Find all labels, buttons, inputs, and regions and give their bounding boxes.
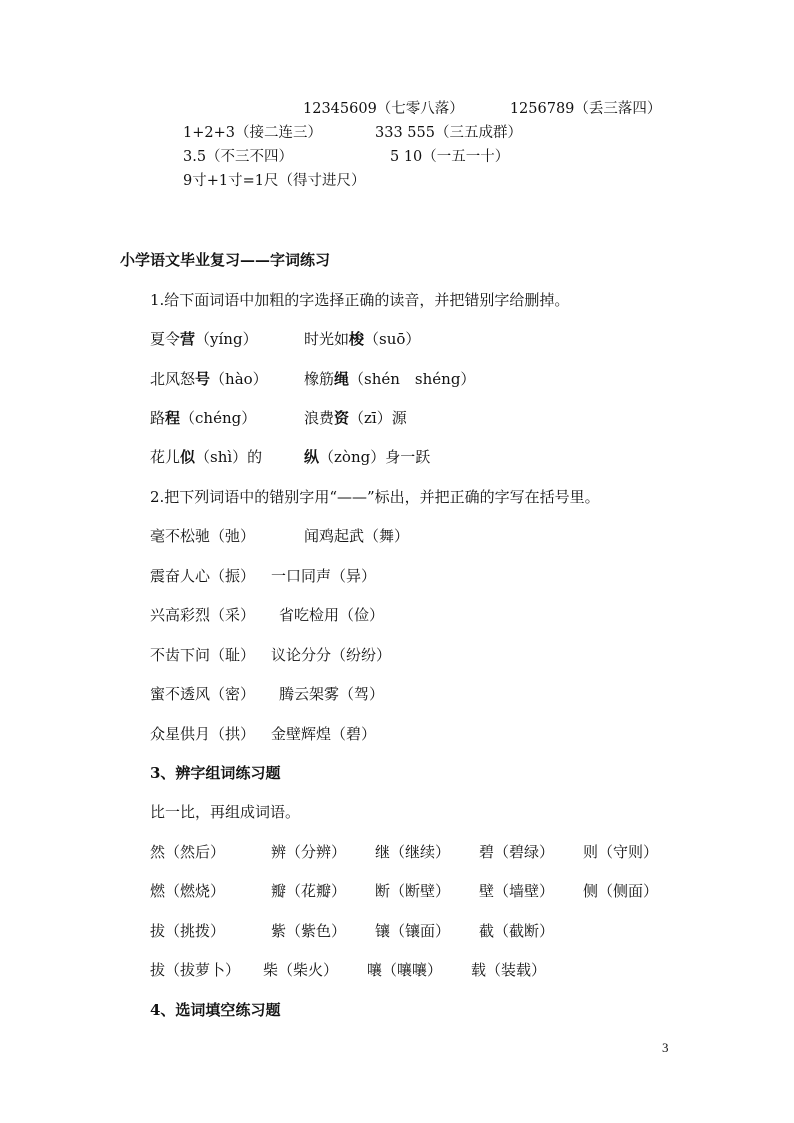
page-number: 3 xyxy=(662,1040,669,1055)
q3-word: 壁（墙壁） xyxy=(479,882,555,900)
q1-item: 浪费资（zī）源 xyxy=(304,409,407,427)
q3-word: 截（截断） xyxy=(479,922,555,940)
bold-char: 资 xyxy=(334,409,350,427)
q3-word: 拔（拔萝卜） xyxy=(150,961,241,979)
q1-instruction: 1.给下面词语中加粗的字选择正确的读音，并把错别字给删掉。 xyxy=(150,291,570,309)
q2-item: 闻鸡起武（舞） xyxy=(304,527,410,545)
q1-item: 橡筋绳（shén shéng） xyxy=(304,370,476,388)
riddle-item: 1256789（丢三落四） xyxy=(509,101,662,117)
q3-word: 侧（侧面） xyxy=(583,882,659,900)
q3-word: 柴（柴火） xyxy=(263,961,339,979)
q2-item: 众星供月（拱） xyxy=(150,725,256,743)
q1-item: 路程（chéng） xyxy=(150,409,257,427)
q1-item: 夏令营（yíng） xyxy=(150,330,258,348)
riddle-item: 5 10（一五一十） xyxy=(390,149,510,165)
q3-word: 断（断壁） xyxy=(375,882,451,900)
q2-item: 毫不松驰（弛） xyxy=(150,527,256,545)
q3-word: 燃（燃烧） xyxy=(150,882,226,900)
q3-word: 继（继续） xyxy=(375,843,451,861)
q1-item: 花儿似（shì）的 xyxy=(150,448,263,466)
q2-item: 不齿下问（耻） xyxy=(150,646,256,664)
q1-item: 北风怒号（hào） xyxy=(150,370,268,388)
riddle-line-4 xyxy=(183,171,365,191)
bold-char: 纵 xyxy=(304,448,320,466)
q3-word: 辨（分辨） xyxy=(271,843,347,861)
riddle-item: 1+2+3（接二连三） xyxy=(183,125,322,141)
riddle-item: 9寸+1寸=1尺（得寸进尺） xyxy=(183,173,366,189)
bold-char: 梭 xyxy=(349,330,365,348)
q1-item: 时光如梭（suō） xyxy=(304,330,421,348)
riddle-line-3b xyxy=(390,147,509,167)
riddle-item: 12345609（七零八落） xyxy=(303,101,464,117)
bold-char: 营 xyxy=(180,330,196,348)
riddle-line-2 xyxy=(183,123,322,143)
q2-item: 省吃检用（俭） xyxy=(279,606,385,624)
q2-instruction: 2.把下列词语中的错别字用“——”标出，并把正确的字写在括号里。 xyxy=(150,488,600,506)
q3-word: 然（然后） xyxy=(150,843,226,861)
q3-word: 紫（紫色） xyxy=(271,922,347,940)
riddle-item: 3.5（不三不四） xyxy=(183,149,294,165)
bold-char: 号 xyxy=(195,370,211,388)
q3-instruction: 比一比，再组成词语。 xyxy=(150,803,301,821)
riddle-line-3 xyxy=(183,147,293,167)
q2-item: 金壁辉煌（碧） xyxy=(271,725,377,743)
q2-item: 震奋人心（振） xyxy=(150,567,256,585)
q2-item: 一口同声（异） xyxy=(271,567,377,585)
riddle-item: 333 555（三五成群） xyxy=(375,125,522,141)
q3-word: 则（守则） xyxy=(583,843,659,861)
q3-word: 碧（碧绿） xyxy=(479,843,555,861)
q3-word: 嚷（嚷嚷） xyxy=(367,961,443,979)
q2-item: 兴高彩烈（采） xyxy=(150,606,256,624)
q3-word: 载（装载） xyxy=(471,961,547,979)
q2-item: 蜜不透风（密） xyxy=(150,685,256,703)
bold-char: 绳 xyxy=(334,370,350,388)
q3-word: 镶（镶面） xyxy=(375,922,451,940)
q3-word: 瓣（花瓣） xyxy=(271,882,347,900)
riddle-line-2b xyxy=(375,123,522,143)
q3-heading: 3、辨字组词练习题 xyxy=(150,764,281,782)
q2-item: 议论分分（纷纷） xyxy=(271,646,392,664)
q3-word: 拔（挑拨） xyxy=(150,922,226,940)
bold-char: 似 xyxy=(180,448,196,466)
section-title: 小学语文毕业复习——字词练习 xyxy=(120,251,331,269)
bold-char: 程 xyxy=(165,409,181,427)
q1-item: 纵（zòng）身一跃 xyxy=(304,448,431,466)
q4-heading: 4、选词填空练习题 xyxy=(150,1001,281,1019)
riddle-line-1 xyxy=(303,99,661,119)
q2-item: 腾云架雾（驾） xyxy=(279,685,385,703)
